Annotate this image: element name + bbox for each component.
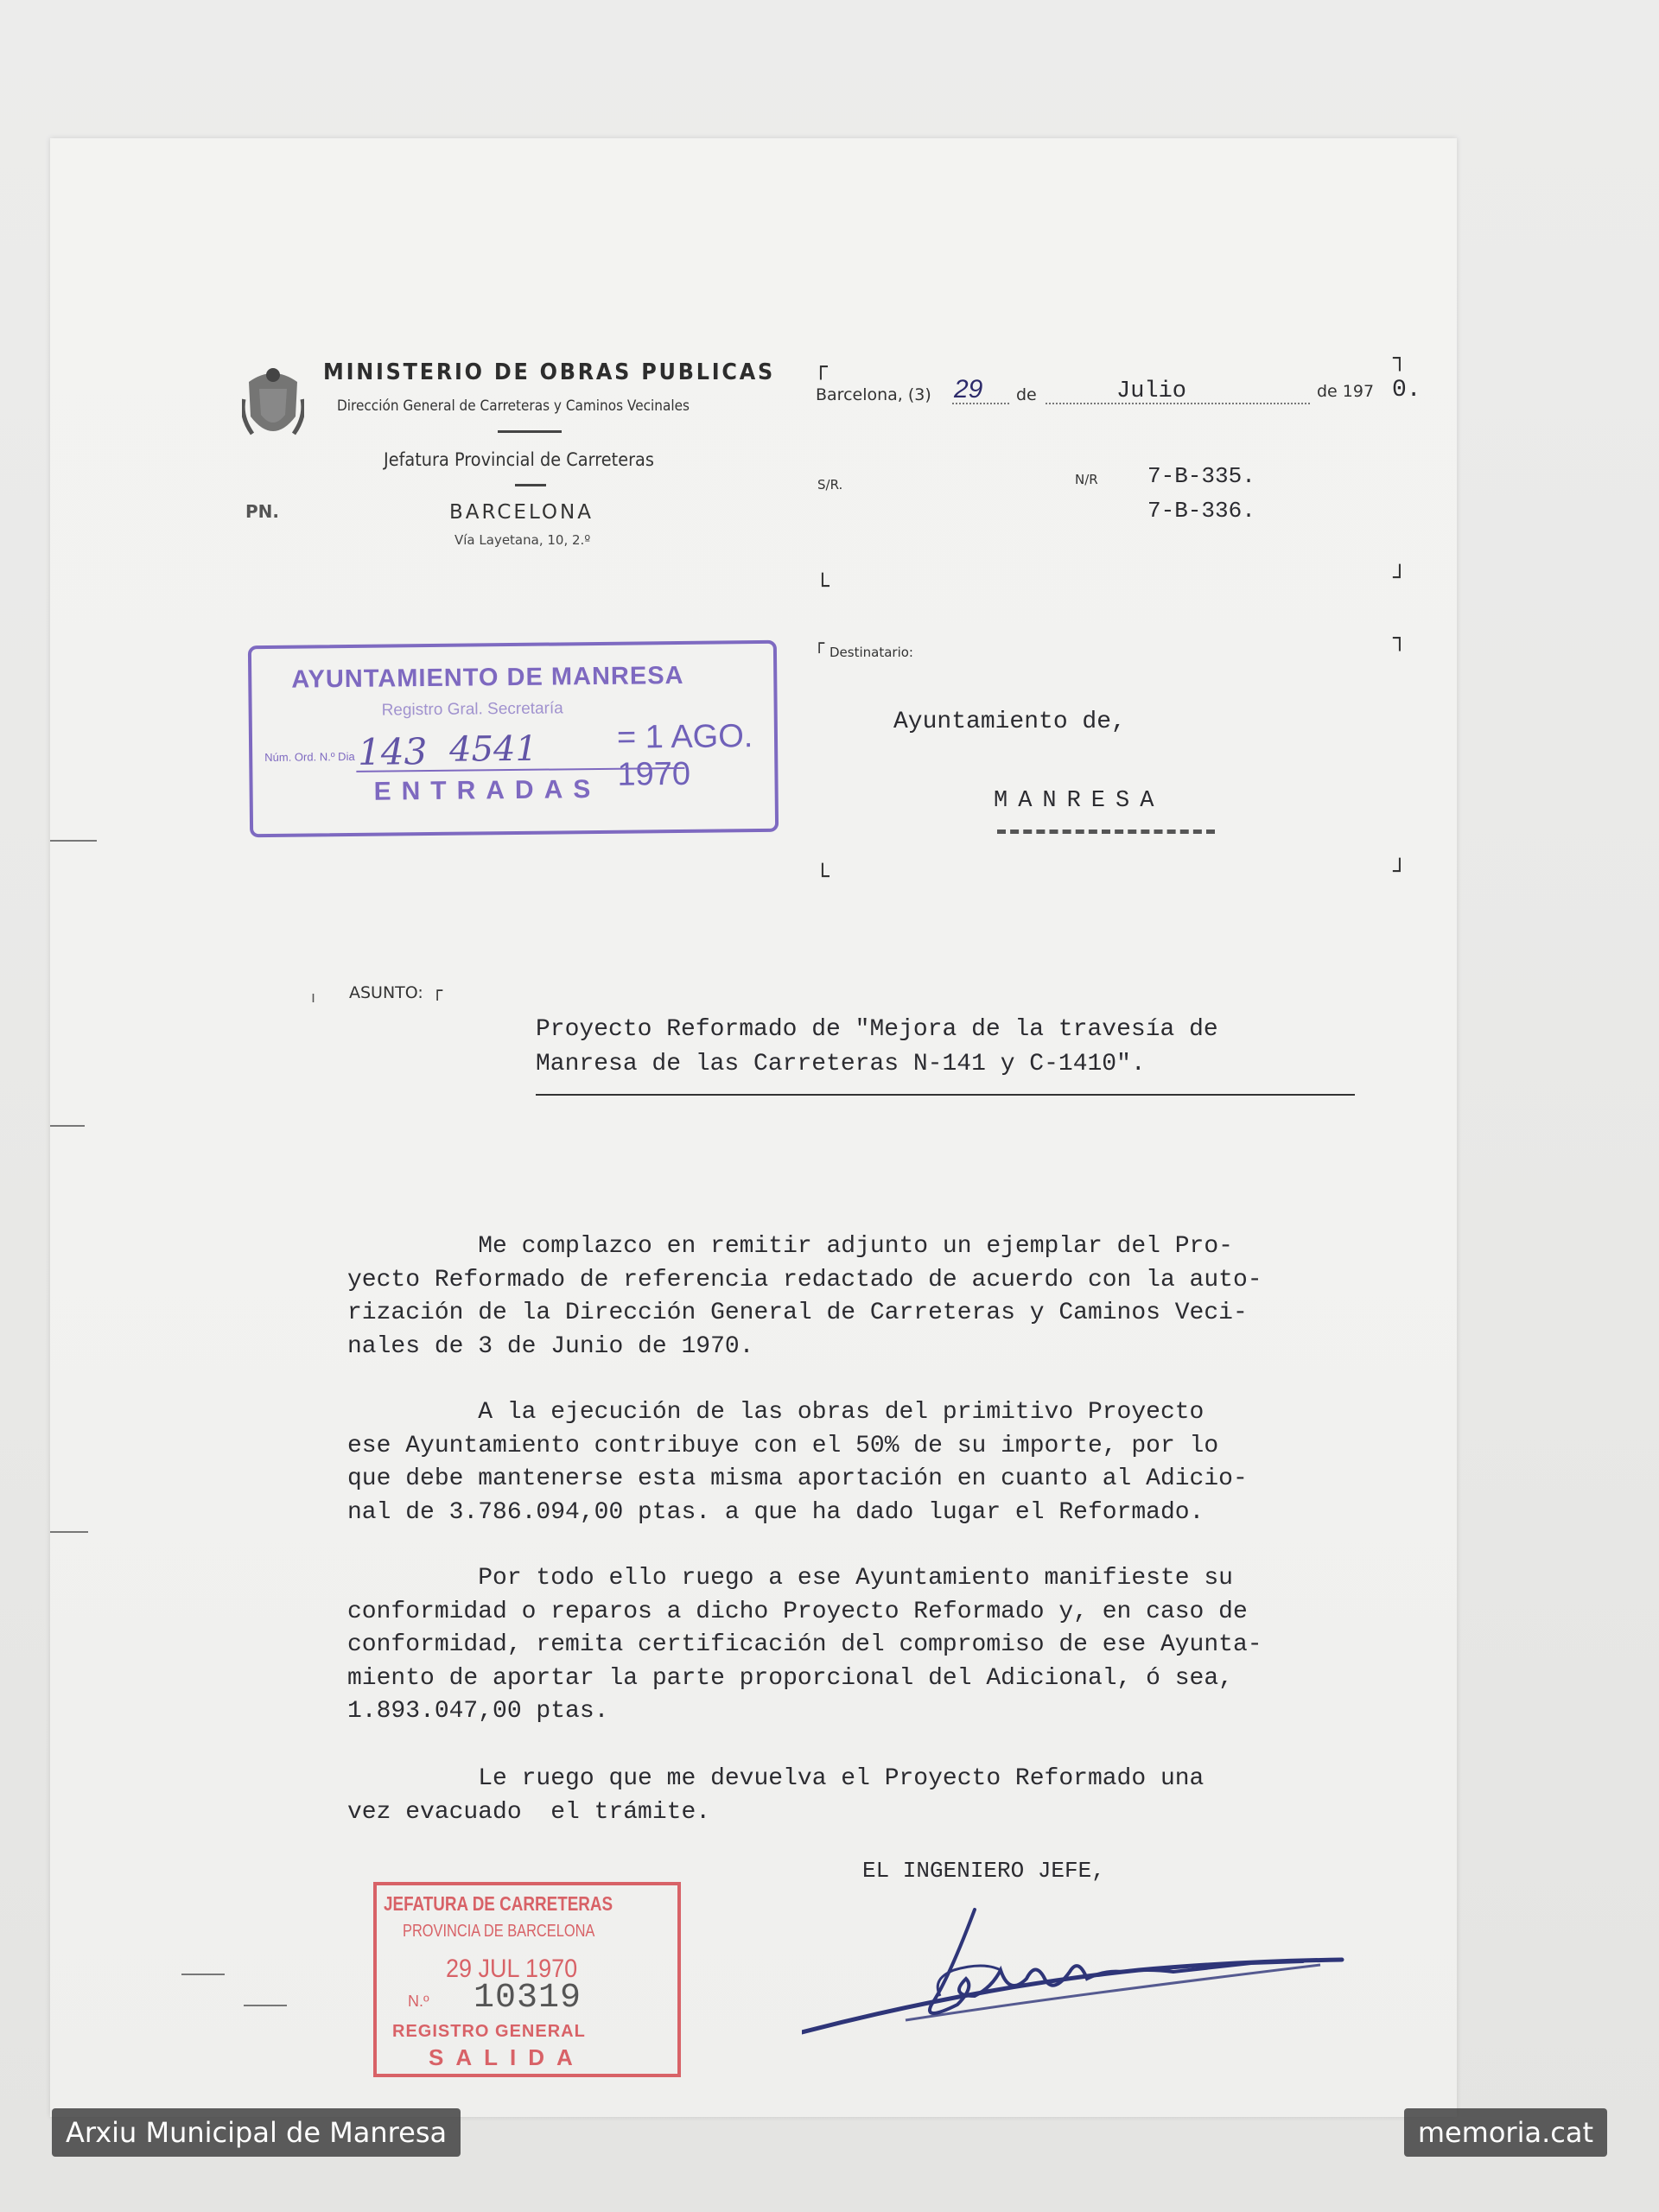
handwritten-signature [802,1875,1355,2048]
office-city: BARCELONA [449,501,594,524]
divider [498,430,562,433]
corner-mark: ┌ [814,354,828,380]
office-name: Jefatura Provincial de Carreteras [384,449,654,470]
dotted-line [952,403,1009,404]
ministry-name: MINISTERIO DE OBRAS PUBLICAS [323,359,775,385]
recipient-underline [997,830,1215,834]
pn-label: PN. [245,501,279,522]
stamp-title: AYUNTAMIENTO DE MANRESA [291,661,684,694]
stamp-registry-label: REGISTRO GENERAL [392,2022,586,2041]
reference-number: 7-B-336. [1147,498,1255,524]
stamp-field-labels: Núm. Ord. N.º Dia [264,749,355,765]
exit-registry-stamp [373,1882,681,2077]
corner-mark: ┐ [1393,346,1407,372]
stamp-registry-number: 4541 [448,728,538,770]
stamp-order-number: 143 [357,730,428,773]
signer-title: EL INGENIERO JEFE, [862,1858,1105,1884]
site-watermark: memoria.cat [1404,2108,1607,2157]
stamp-footer: SALIDA [429,2044,585,2070]
date-de-label: de [1016,385,1037,404]
direction-name: Dirección General de Carreteras y Caminos Vecinales [337,397,690,415]
corner-mark: └ [816,574,830,600]
recipient-city: MANRESA [994,788,1165,814]
subject-line: Proyecto Reformado de "Mejora de la travesía de [536,1016,1218,1043]
stamp-subtitle: PROVINCIA DE BARCELONA [403,1922,595,1941]
margin-mark [50,840,97,842]
margin-mark [50,1125,85,1127]
subject-line: Manresa de las Carreteras N-141 y C-1410". [536,1051,1146,1077]
stamp-number: 10319 [474,1979,582,2018]
subject-underline [536,1094,1355,1096]
recipient-label: Destinatario: [830,645,913,660]
margin-mark [244,2005,287,2006]
date-year-digit: 0. [1392,377,1421,404]
archive-watermark: Arxiu Municipal de Manresa [52,2108,461,2157]
nr-label: N/R [1075,472,1098,487]
coat-of-arms-icon [242,365,304,446]
document-page [50,138,1457,2117]
stamp-number-label: N.º [408,1993,429,2010]
body-paragraph: A la ejecución de las obras del primitivo Proyecto ese Ayuntamiento contribuye con el 50% de su importe, por lo que debe mantenerse esta misma aportación en cuanto al Adicio- nal de 3.786.094,00 ptas. a que ha dado lugar el Reformado. [347,1399,1248,1526]
recipient-name: Ayuntamiento de, [893,709,1126,735]
body-paragraph: Por todo ello ruego a ese Ayuntamiento manifieste su conformidad o reparos a dicho Proyecto Reformado y, en caso de conformidad, remita certificación del compromiso de ese Ayunta- miento de aportar la parte proporcional del Adicional, ó sea, 1.893.047,00 ptas. [347,1565,1262,1725]
divider [515,484,546,486]
margin-mark [181,1974,225,1975]
margin-mark [50,1531,88,1533]
stamp-date: 29 JUL 1970 [446,1955,578,1983]
corner-mark: ┘ [1393,565,1407,591]
corner-mark: ┌ [814,632,825,653]
stamp-subtitle: Registro Gral. Secretaría [381,699,563,720]
corner-mark: ┘ [1393,859,1407,885]
date-day: 29 [954,375,983,404]
date-year-label: de 197 [1317,382,1375,401]
reference-number: 7-B-335. [1147,463,1255,489]
stamp-date: = 1 AGO. 1970 [616,718,753,793]
corner-mark: ┐ [1393,626,1407,652]
subject-label: ASUNTO: [349,983,423,1002]
corner-mark: └ [816,864,830,890]
office-address: Vía Layetana, 10, 2.º [454,532,591,548]
sr-label: S/R. [817,477,843,493]
stamp-title: JEFATURA DE CARRETERAS [384,1892,613,1915]
entry-registry-stamp [248,640,779,837]
date-month: Julio [1116,378,1187,404]
stamp-footer: ENTRADAS [373,774,601,806]
dotted-line [1046,403,1310,404]
margin-tick: ı [311,988,316,1006]
date-place-label: Barcelona, (3) [816,385,931,404]
corner-mark: ┌ [432,980,443,1001]
body-paragraph: Le ruego que me devuelva el Proyecto Reformado una vez evacuado el trámite. [347,1765,1205,1826]
body-paragraph: Me complazco en remitir adjunto un ejemplar del Pro- yecto Reformado de referencia redactado de acuerdo con la auto- rización de la Dirección General de Carreteras y Caminos Veci- nales de 3 de Junio de 1970. [347,1233,1262,1360]
